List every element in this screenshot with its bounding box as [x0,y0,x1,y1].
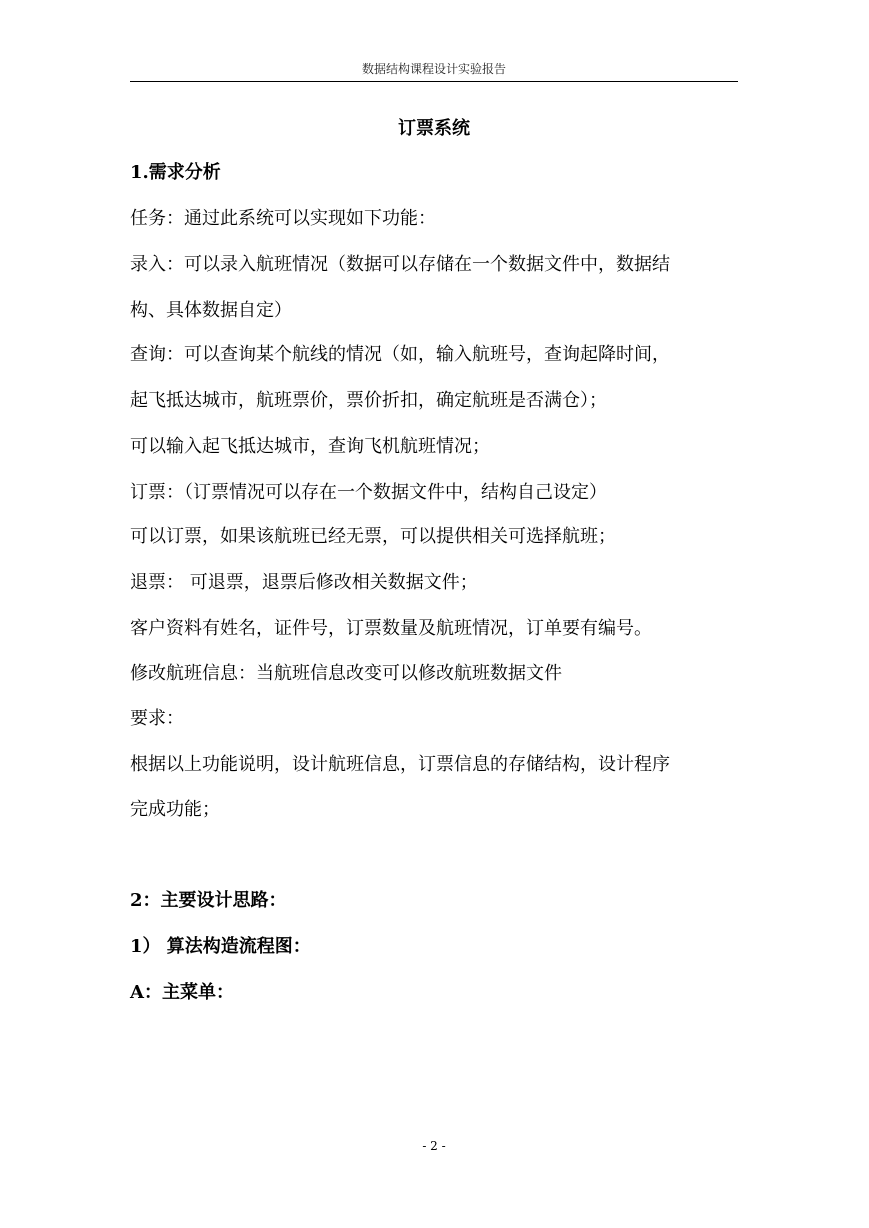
body-line: 订票：（订票情况可以存在一个数据文件中，结构自己设定） [130,482,607,503]
subsection-heading-flowchart: 1） 算法构造流程图： [130,936,311,957]
body-line: 根据以上功能说明，设计航班信息，订票信息的存储结构，设计程序 [130,754,670,775]
section-heading-design: 2：主要设计思路： [130,890,287,911]
page-number: - 2 - [422,1139,446,1153]
body-line: 可以输入起飞抵达城市，查询飞机航班情况； [130,436,490,457]
body-line: 起飞抵达城市，航班票价，票价折扣，确定航班是否满仓）； [130,390,607,411]
header-divider [130,81,738,82]
body-line: 修改航班信息：当航班信息改变可以修改航班数据文件 [130,663,562,684]
body-line: 构、具体数据自定） [130,300,292,321]
body-line: 客户资料有姓名，证件号，订票数量及航班情况，订单要有编号。 [130,618,652,639]
body-line: 完成功能； [130,799,220,820]
page-header: 数据结构课程设计实验报告 [361,62,506,76]
body-line: 任务：通过此系统可以实现如下功能： [130,208,436,229]
subsection-heading-main-menu: A：主菜单： [130,982,234,1003]
body-line: 查询：可以查询某个航线的情况（如，输入航班号，查询起降时间， [130,344,670,365]
body-line: 退票： 可退票，退票后修改相关数据文件； [130,572,478,593]
body-line: 要求： [130,708,184,729]
section-heading-requirements: 1.需求分析 [130,162,221,183]
body-line: 可以订票，如果该航班已经无票，可以提供相关可选择航班； [130,526,616,547]
document-title: 订票系统 [398,118,470,139]
body-line: 录入：可以录入航班情况（数据可以存储在一个数据文件中，数据结 [130,254,670,275]
